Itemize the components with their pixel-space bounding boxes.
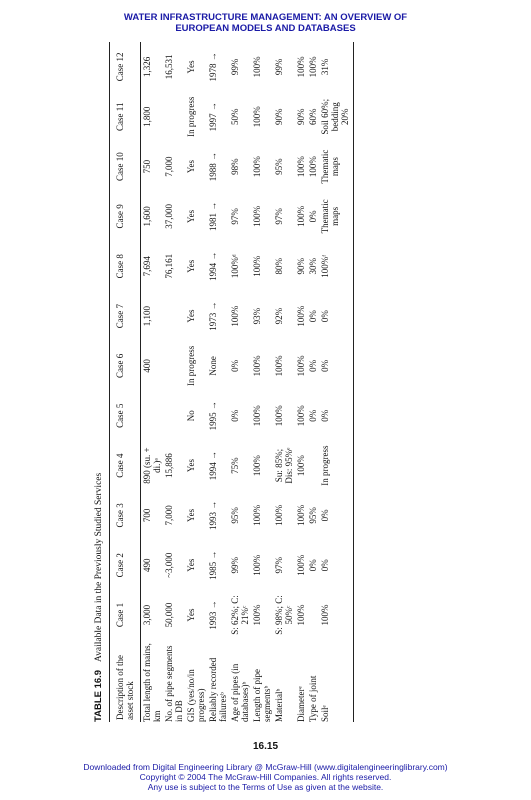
table-cell: 100% (252, 455, 262, 477)
table-cell: Yes (186, 60, 196, 74)
table-cell: 1,326 (142, 56, 152, 78)
table-cell: 7,000 (164, 156, 174, 177)
table-cell: 890 (su. + di.)ᵃ (142, 447, 162, 484)
table-cell: 60% (308, 108, 318, 126)
table-cell: 1973 → (208, 301, 218, 331)
table-cell: 76,161 (164, 253, 174, 279)
table-cell: 37,000 (164, 204, 174, 229)
footer-line1: Downloaded from Digital Engineering Library @ McGraw-Hill (www.digitalengineeringlibrary.com) (83, 762, 448, 772)
table-cell: 100% (296, 205, 306, 227)
table-cell: 490 (142, 558, 152, 572)
table-cell: In progress (186, 345, 196, 387)
table-cell: 1997 → (208, 102, 218, 132)
table-cell: S: 62%; C: 21%ᶜ (230, 595, 250, 635)
table-cell: 0% (230, 359, 240, 372)
table-cell: 15,886 (164, 453, 174, 478)
table-cell: 100% (252, 405, 262, 427)
table-cell: 0% (320, 359, 330, 372)
table-cell: 100%ᵈ (230, 254, 240, 279)
table-cell: Yes (186, 459, 196, 473)
table-cell: 100% (296, 405, 306, 427)
table-cell: 0% (308, 409, 318, 422)
table-cell: 1978 → (208, 52, 218, 82)
table-cell: 100% (308, 156, 318, 178)
table-cell: 100% (296, 604, 306, 626)
table-cell: 0% (320, 310, 330, 323)
table-cell (163, 291, 185, 341)
table-cell: 7,000 (164, 505, 174, 526)
col-header: Case 4 (115, 453, 125, 478)
table-row (273, 42, 295, 722)
running-head-line2: EUROPEAN MODELS AND DATABASES (175, 23, 356, 34)
row-label: Total length of mains, km (142, 643, 162, 722)
table-row (319, 42, 351, 722)
table-body (141, 42, 352, 722)
table-cell: 100% (296, 305, 306, 327)
table-row (307, 42, 319, 722)
table-cell: In progress (320, 445, 330, 486)
table-cell: 99% (274, 58, 284, 76)
table-cell: 100% (308, 56, 318, 78)
table-cell: 100% (252, 604, 262, 626)
row-label: Diameterᵉ (296, 686, 306, 722)
table-row (295, 42, 307, 722)
table-cell (163, 92, 185, 142)
rotated-table-block (92, 42, 437, 722)
table-cell: 95% (230, 507, 240, 524)
row-label: GIS (yes/no/in progress) (186, 669, 206, 722)
table-cell: 50,000 (164, 602, 174, 628)
row-label: Length of pipe segmentsᵇ (252, 669, 272, 722)
table-row (251, 42, 273, 722)
table-cell: 0% (320, 509, 330, 522)
table-cell: Soil 60%; bedding 20% (320, 98, 350, 135)
table-cell: 100% (274, 504, 284, 526)
row-label: Age of pipes (in databases)ᵇ (230, 663, 250, 722)
table-cell: 90% (296, 258, 306, 275)
table-cell: Yes (186, 259, 196, 273)
table-cell: 100% (296, 355, 306, 377)
table-cell: Su: 85%; Dis: 95%ᵉ (274, 447, 294, 484)
col-header: Case 2 (115, 553, 125, 578)
table-cell: 100% (296, 554, 306, 576)
col-header: Case 7 (115, 303, 125, 329)
col-header: Case 6 (115, 353, 125, 379)
table-cell: 1993 → (208, 500, 218, 531)
table-cell: 1993 → (208, 600, 218, 630)
table-cell: 7,694 (142, 256, 152, 277)
table-cell: 100% (296, 56, 306, 78)
table-cell: Yes (186, 608, 196, 622)
table-cell: 3,000 (142, 604, 152, 626)
footer-line2: Copyright © 2004 The McGraw-Hill Companies. All rights reserved. (139, 772, 392, 782)
table-cell: 100% (296, 504, 306, 526)
table-row (207, 42, 229, 722)
table-cell: 92% (274, 307, 284, 325)
table-cell (141, 391, 164, 441)
table-cell: 1994 → (208, 251, 218, 281)
table-cell: Yes (186, 209, 196, 223)
table-cell: Yes (186, 160, 196, 174)
table-label: TABLE 16.9 (93, 669, 104, 722)
footer (0, 762, 531, 792)
table-cell: 100% (274, 355, 284, 377)
table-cell: 0% (308, 310, 318, 323)
bottom-rule (353, 42, 354, 722)
table-cell: 80% (274, 258, 284, 275)
table-cell: Yes (186, 558, 196, 572)
table-cell (163, 391, 185, 441)
table-cell (163, 341, 185, 391)
col-header: Case 12 (115, 52, 125, 82)
table-cell: 97% (230, 208, 240, 225)
table-cell: 0% (308, 210, 318, 223)
col-header: Case 11 (115, 102, 125, 131)
table-cell (307, 441, 319, 491)
table-cell: None (208, 356, 218, 376)
table-cell: 400 (142, 359, 152, 373)
page-number: 16.15 (252, 741, 279, 752)
table-cell: 100% (320, 604, 330, 626)
table-row (185, 42, 207, 722)
table-row (163, 42, 185, 722)
table-cell: 1985 → (208, 550, 218, 580)
row-label: Soilᵉ (320, 705, 330, 722)
table-cell: 90% (296, 108, 306, 126)
table-cell: 98% (230, 158, 240, 175)
table-cell: 0% (230, 409, 240, 422)
table-cell: 100% (252, 554, 262, 576)
table-cell: 1981 → (208, 201, 218, 232)
table-cell (307, 590, 319, 640)
table-cell: 97% (274, 208, 284, 225)
table-row (141, 42, 164, 722)
table-row (229, 42, 251, 722)
table-cell: 100% (230, 305, 240, 327)
row-label: Reliably recorded failuresᵇ (208, 657, 228, 722)
table-cell: 50% (230, 108, 240, 126)
col-header: Case 1 (115, 602, 125, 628)
table-cell: 100% (252, 255, 262, 277)
table-cell: 100% (252, 56, 262, 78)
table-cell: 0% (320, 559, 330, 572)
running-head (0, 12, 531, 34)
table-cell: 700 (142, 508, 152, 523)
row-label: Materialᵇ (274, 688, 284, 722)
row-label: No. of pipe segments in DB (164, 645, 184, 722)
table-cell: Thematic maps (320, 149, 340, 184)
table-cell: 100% (252, 355, 262, 377)
data-table (114, 42, 351, 722)
table-cell: 95% (308, 507, 318, 524)
table-cell: 100% (252, 156, 262, 178)
table-cell: 0% (308, 359, 318, 372)
table-cell: 0% (320, 409, 330, 422)
col-header: Case 8 (115, 254, 125, 279)
running-head-line1: WATER INFRASTRUCTURE MANAGEMENT: AN OVERVIEW OF (123, 12, 408, 23)
table-cell: No (186, 410, 196, 422)
table-title: Available Data in the Previously Studied Services (94, 472, 104, 663)
table-cell: 31% (320, 58, 330, 76)
table-cell: 100% (296, 455, 306, 477)
table-cell: 93% (252, 307, 262, 325)
table-cell: 95% (274, 158, 284, 175)
table-cell: 0% (308, 559, 318, 572)
table-cell: 100% (296, 156, 306, 178)
footer-line3: Any use is subject to the Terms of Use as given at the website. (147, 782, 384, 792)
table-cell: 100% (252, 205, 262, 227)
table-cell: 16,531 (164, 54, 174, 80)
table-cell: 100% (252, 106, 262, 128)
table-cell: 100% (274, 405, 284, 427)
table-cell: In progress (186, 96, 196, 137)
table-cell: Yes (186, 309, 196, 323)
table-cell: Thematic maps (320, 199, 340, 234)
table-cell: Yes (186, 508, 196, 522)
col-header: Case 9 (115, 204, 125, 229)
table-header-row (114, 42, 138, 722)
table-cell: S: 98%; C: 50%ᶜ (274, 595, 294, 635)
table-cell: 90% (274, 108, 284, 126)
table-cell: 1,100 (142, 305, 152, 327)
row-label: Type of joint (308, 675, 318, 722)
table-cell: 99% (230, 58, 240, 76)
table-cell: 1988 → (208, 151, 218, 182)
table-cell: 100%ᶠ (320, 254, 330, 278)
table-cell: ~3,000 (164, 552, 174, 578)
table-cell: 100% (252, 504, 262, 526)
table-cell: 1,600 (142, 206, 152, 227)
col-header: Case 5 (115, 403, 125, 428)
table-caption (92, 473, 106, 722)
desc-header: Description of the asset stock (115, 655, 135, 720)
col-header: Case 3 (115, 503, 125, 528)
table-cell: 75% (230, 457, 240, 474)
top-rule (109, 42, 110, 722)
table-cell: 30% (308, 258, 318, 275)
table-cell: 1994 → (208, 450, 218, 481)
col-header: Case 10 (115, 152, 125, 181)
table-cell: 99% (230, 556, 240, 574)
table-cell: 1995 → (208, 401, 218, 431)
table-cell: 750 (142, 159, 152, 174)
table-cell: 97% (274, 556, 284, 574)
table-cell: 1,800 (142, 106, 152, 127)
